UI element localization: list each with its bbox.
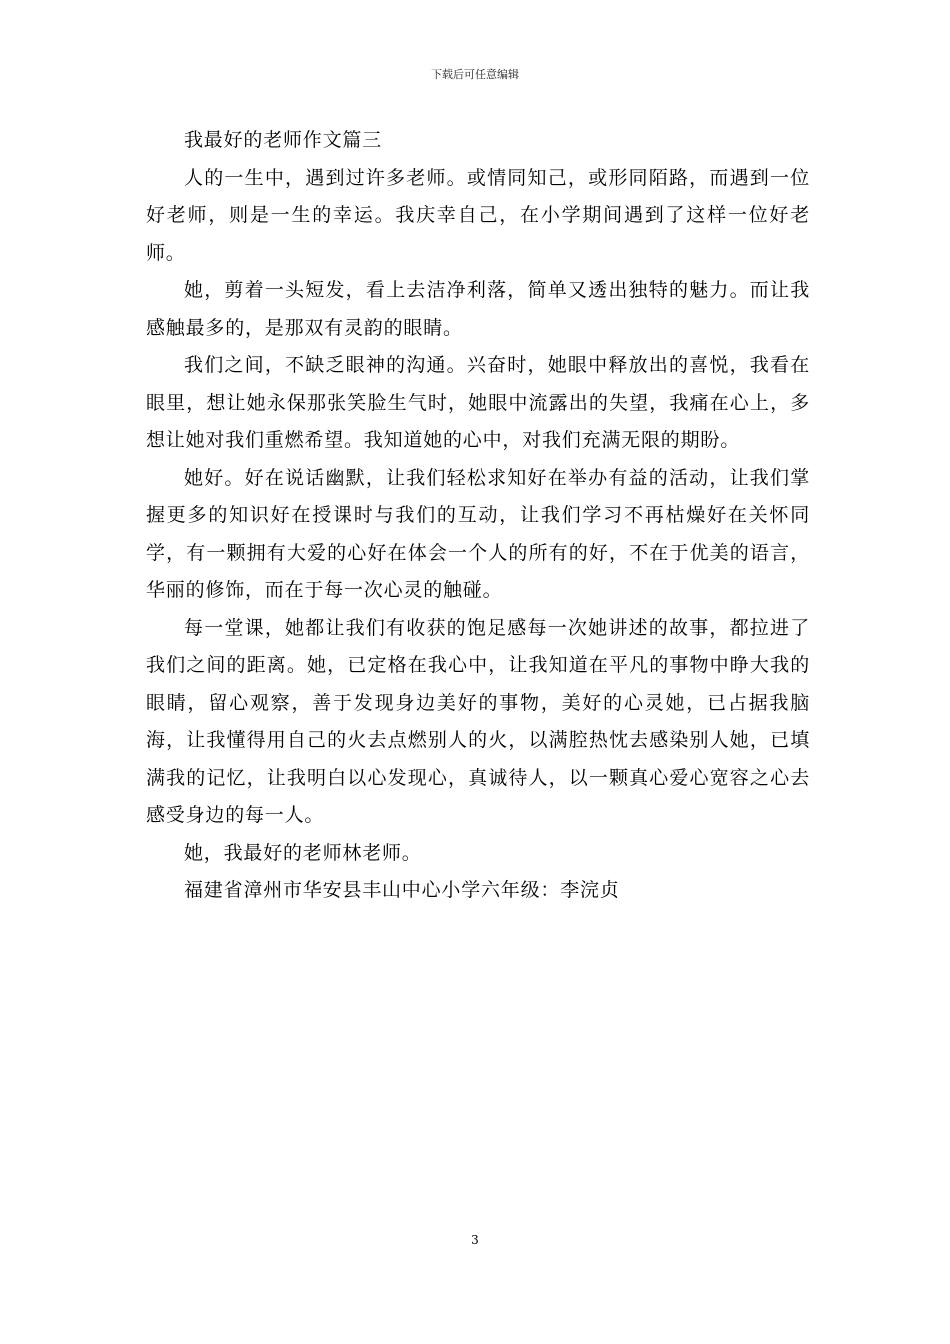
paragraph: 我们之间，不缺乏眼神的沟通。兴奋时，她眼中释放出的喜悦，我看在眼里，想让她永保那张笑脸生气时，她眼中流露出的失望，我痛在心上，多想让她对我们重燃希望。我知道她的心中，对我们充满无限的期盼。 — [146, 354, 810, 451]
paragraph: 她，我最好的老师林老师。 — [184, 841, 422, 864]
page-header: 下载后可任意编辑 — [431, 68, 519, 81]
author-line: 福建省漳州市华安县丰山中心小学六年级：李浣贞 — [184, 879, 620, 901]
paragraph: 每一堂课，她都让我们有收获的饱足感每一次她讲述的故事，都拉进了我们之间的距离。她，已定格在我心中，让我知道在平凡的事物中睁大我的眼睛，留心观察，善于发现身边美好的事物，美好的心灵她，已占据我脑海，让我懂得用自己的火去点燃别人的火，以满腔热忱去感染别人她，已填满我的记忆，让我明白以心发现心，真诚待人，以一颗真心爱心宽容之心去感受身边的每一人。 — [146, 616, 810, 826]
page-number: 3 — [471, 1233, 479, 1247]
paragraph: 人的一生中，遇到过许多老师。或情同知己，或形同陌路，而遇到一位好老师，则是一生的幸运。我庆幸自己，在小学期间遇到了这样一位好老师。 — [146, 166, 810, 264]
document-body — [146, 122, 810, 910]
paragraph: 她好。好在说话幽默，让我们轻松求知好在举办有益的活动，让我们掌握更多的知识好在授课时与我们的互动，让我们学习不再枯燥好在关怀同学，有一颗拥有大爱的心好在体会一个人的所有的好，不在于优美的语言，华丽的修饰，而在于每一次心灵的触碰。 — [146, 466, 810, 601]
paragraph: 她，剪着一头短发，看上去洁净利落，简单又透出独特的魅力。而让我感触最多的，是那双有灵韵的眼睛。 — [146, 279, 810, 339]
essay-title: 我最好的老师作文篇三 — [184, 129, 383, 151]
